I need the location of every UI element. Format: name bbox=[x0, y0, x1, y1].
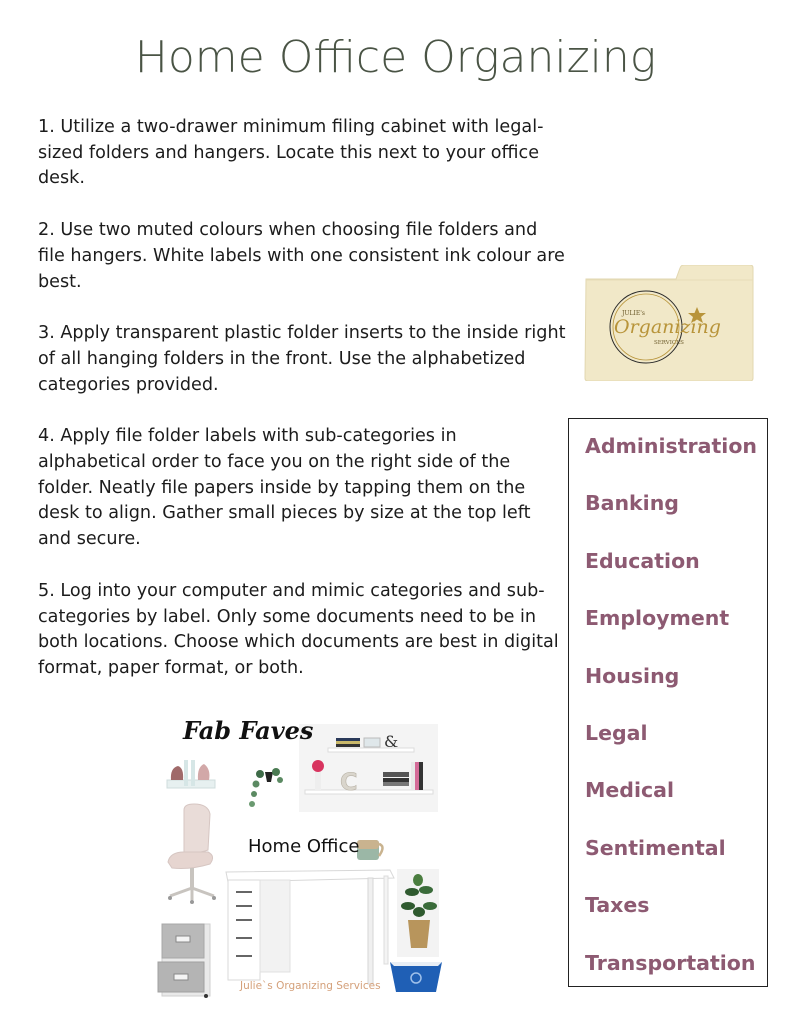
step-4: 4. Apply file folder labels with sub-categories in alphabetical order to face you on the right side of the folder. Neatly file papers inside by tapping them on the desk to align. Gather small pieces by size at the top left and secure. bbox=[38, 426, 531, 550]
instructions-list bbox=[38, 115, 568, 708]
fab-faves-heading: Fab Faves bbox=[183, 716, 314, 745]
categories-box bbox=[568, 418, 768, 987]
logo-top-text: JULIE's bbox=[622, 310, 645, 317]
recycling-bin-icon bbox=[390, 962, 442, 992]
category-taxes: Taxes bbox=[585, 893, 650, 917]
collage-footer: Julie`s Organizing Services bbox=[240, 980, 381, 992]
crystal-bookends-icon bbox=[167, 760, 215, 788]
step-1: 1. Utilize a two-drawer minimum filing cabinet with legal-sized folders and hangers. Locate this next to your office desk. bbox=[38, 117, 544, 189]
step-3: 3. Apply transparent plastic folder inserts to the inside right of all hanging folders in the front. Use the alphabetized categories provided. bbox=[38, 323, 566, 395]
category-legal: Legal bbox=[585, 721, 648, 745]
category-housing: Housing bbox=[585, 664, 680, 688]
category-education: Education bbox=[585, 549, 700, 573]
category-transportation: Transportation bbox=[585, 951, 756, 975]
folder-logo-image bbox=[584, 265, 754, 381]
mug-icon bbox=[357, 840, 383, 860]
home-office-collage bbox=[150, 712, 450, 1012]
potted-plant-icon bbox=[397, 869, 439, 957]
wall-shelves-icon bbox=[299, 724, 438, 812]
category-sentimental: Sentimental bbox=[585, 836, 726, 860]
step-2: 2. Use two muted colours when choosing file folders and file hangers. White labels with one consistent ink colour are best. bbox=[38, 220, 565, 292]
page-title: Home Office Organizing bbox=[134, 32, 657, 83]
category-employment: Employment bbox=[585, 606, 730, 630]
svg-text:&: & bbox=[384, 732, 399, 751]
hanging-plant-icon bbox=[249, 768, 283, 807]
logo-bottom-text: SERVICES bbox=[654, 340, 684, 346]
category-administration: Administration bbox=[585, 434, 757, 458]
category-medical: Medical bbox=[585, 778, 675, 802]
filing-cabinet-icon bbox=[158, 924, 210, 998]
home-office-label: Home Office bbox=[248, 836, 360, 857]
desk-icon bbox=[226, 870, 394, 984]
category-banking: Banking bbox=[585, 491, 679, 515]
svg-text:C: C bbox=[340, 768, 358, 796]
office-chair-icon bbox=[168, 804, 216, 904]
logo-main-text: Organizing bbox=[614, 316, 721, 338]
step-5: 5. Log into your computer and mimic categories and sub-categories by label. Only some documents need to be in both locations. Choose which documents are best in digital format, paper format, or both. bbox=[38, 580, 559, 678]
